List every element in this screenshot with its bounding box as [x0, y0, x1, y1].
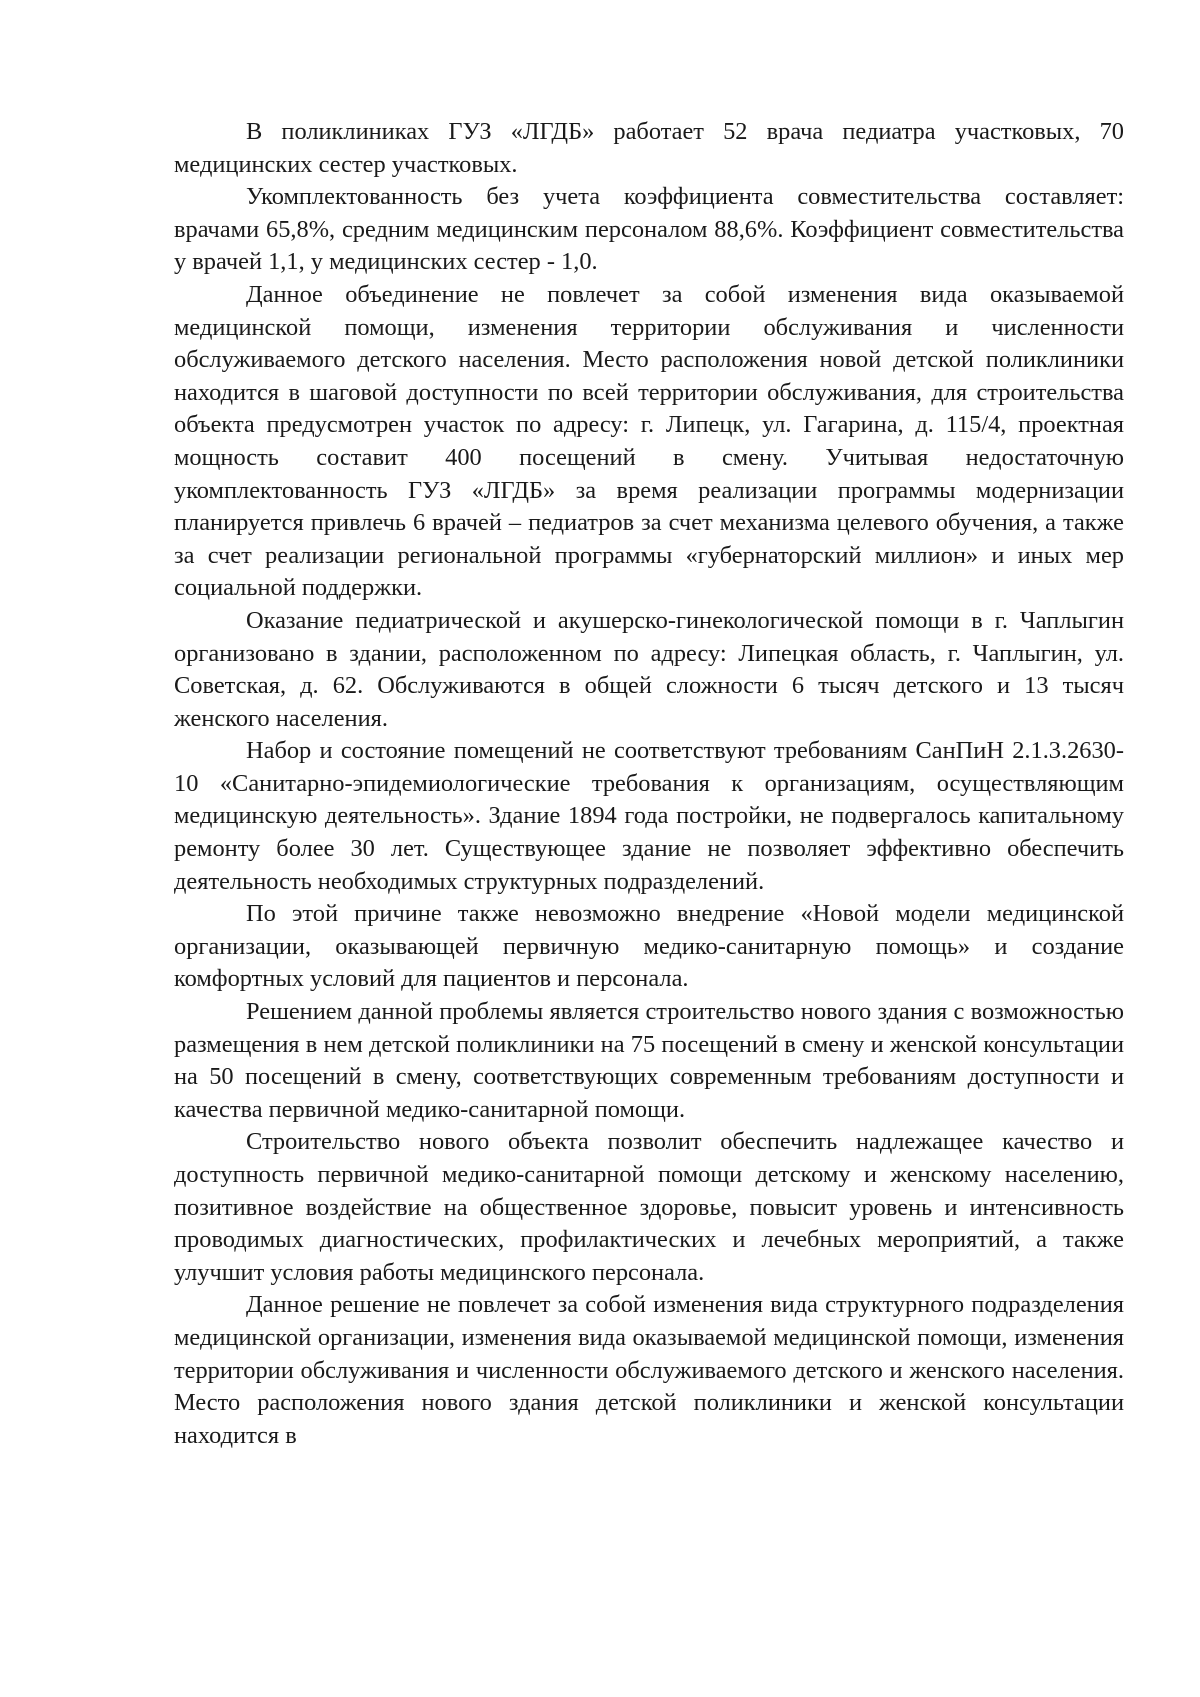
- paragraph-merger: Данное объединение не повлечет за собой изменения вида оказываемой медицинской помощи, изменения территории обслуживания и численности обслуживаемого детского населения. Место расположения новой детской поликлиники находится в шаговой доступности по всей территории обслуживания, для строительства объекта предусмотрен участок по адресу: г. Липецк, ул. Гагарина, д. 115/4, проектная мощность составит 400 посещений в смену. Учитывая недостаточную укомплектованность ГУЗ «ЛГДБ» за время реализации программы модернизации планируется привлечь 6 врачей – педиатров за счет механизма целевого обучения, а также за счет реализации региональной программы «губернаторский миллион» и иных мер социальной поддержки.: [174, 280, 1124, 602]
- paragraph-chaplygin-care: Оказание педиатрической и акушерско-гинекологической помощи в г. Чаплыгин организовано в здании, расположенном по адресу: Липецкая область, г. Чаплыгин, ул. Советская, д. 62. Обслуживаются в общей сложности 6 тысяч детского и 13 тысяч женского населения.: [174, 606, 1124, 732]
- paragraph-premises: Набор и состояние помещений не соответствуют требованиям СанПиН 2.1.3.2630-10 «Санитарно-эпидемиологические требования к организациям, осуществляющим медицинскую деятельность». Здание 1894 года постройки, не подвергалось капитальному ремонту более 30 лет. Существующее здание не позволяет эффективно обеспечить деятельность необходимых структурных подразделений.: [174, 737, 1124, 895]
- paragraph-staffing: В поликлиниках ГУЗ «ЛГДБ» работает 52 врача педиатра участковых, 70 медицинских сестер участковых.: [174, 118, 1124, 178]
- document-body: [174, 116, 1124, 1452]
- paragraph-staffing-level: Укомплектованность без учета коэффициента совместительства составляет: врачами 65,8%, средним медицинским персоналом 88,6%. Коэффициент совместительства у врачей 1,1, у медицинских сестер - 1,0.: [174, 183, 1124, 276]
- paragraph-decision: Данное решение не повлечет за собой изменения вида структурного подразделения медицинской организации, изменения вида оказываемой медицинской помощи, изменения территории обслуживания и численности обслуживаемого детского и женского населения. Место расположения нового здания детской поликлиники и женской консультации находится в: [174, 1291, 1124, 1449]
- paragraph-solution: Решением данной проблемы является строительство нового здания с возможностью размещения в нем детской поликлиники на 75 посещений в смену и женской консультации на 50 посещений в смену, соответствующих современным требованиям доступности и качества первичной медико-санитарной помощи.: [174, 998, 1124, 1123]
- paragraph-new-model: По этой причине также невозможно внедрение «Новой модели медицинской организации, оказывающей первичную медико-санитарную помощь» и создание комфортных условий для пациентов и персонала.: [174, 900, 1124, 993]
- paragraph-construction-benefits: Строительство нового объекта позволит обеспечить надлежащее качество и доступность первичной медико-санитарной помощи детскому и женскому населению, позитивное воздействие на общественное здоровье, повысит уровень и интенсивность проводимых диагностических, профилактических и лечебных мероприятий, а также улучшит условия работы медицинского персонала.: [174, 1128, 1124, 1286]
